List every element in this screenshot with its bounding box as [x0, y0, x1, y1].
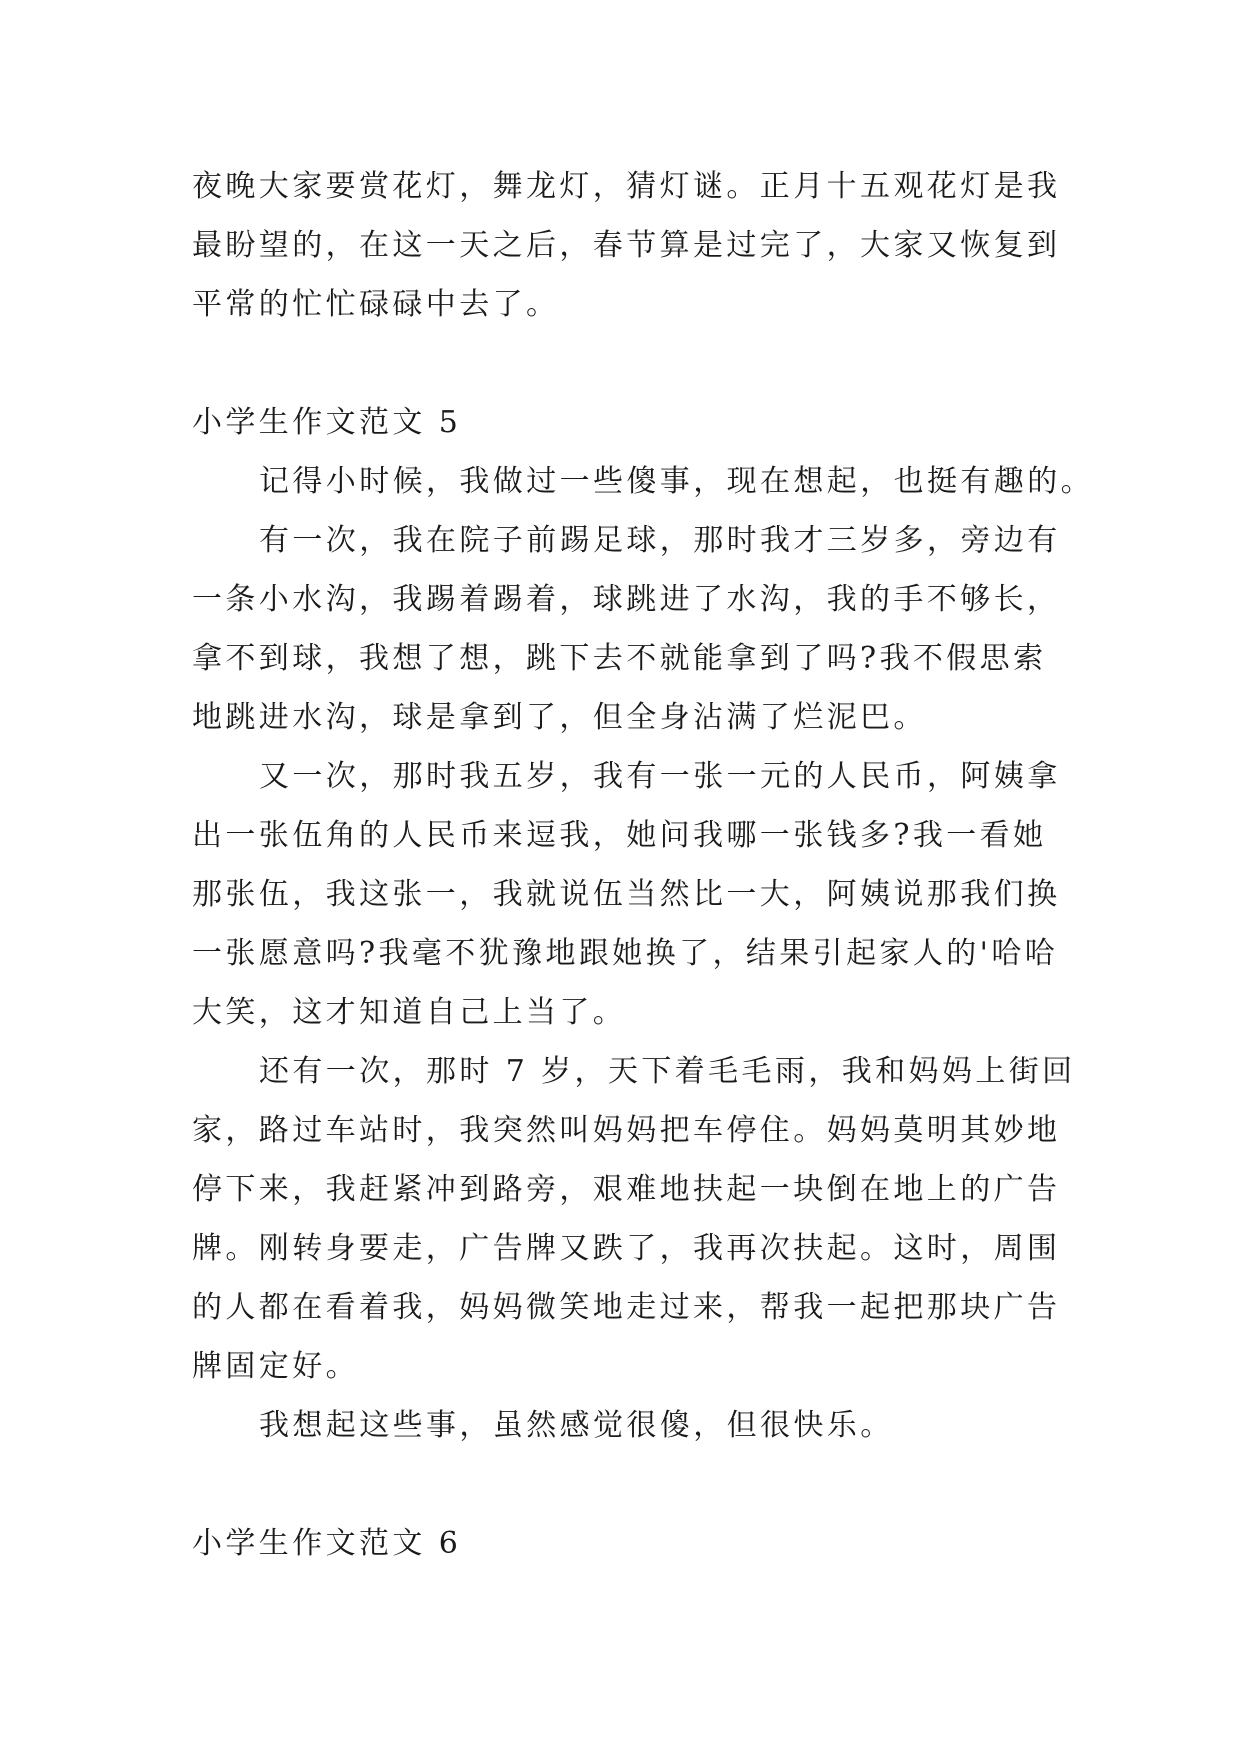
section-heading-6: 小学生作文范文 6 [192, 1526, 462, 1561]
paragraph-line: 一张愿意吗?我毫不犹豫地跟她换了，结果引起家人的'哈哈 [192, 936, 1059, 971]
paragraph [192, 511, 1072, 747]
document-body [192, 157, 1094, 1573]
paragraph-line: 大笑，这才知道自己上当了。 [192, 995, 627, 1030]
paragraph-line: 那张伍，我这张一，我就说伍当然比一大，阿姨说那我们换 [192, 877, 1061, 912]
paragraph [192, 747, 1072, 1042]
paragraph-line: 有一次，我在院子前踢足球，那时我才三岁多，旁边有 [259, 523, 1061, 558]
paragraph-line: 记得小时候，我做过一些傻事，现在想起，也挺有趣的。 [259, 464, 1094, 499]
paragraph-line: 停下来，我赶紧冲到路旁，艰难地扶起一块倒在地上的广告 [192, 1172, 1061, 1207]
paragraph-line: 家，路过车站时，我突然叫妈妈把车停住。妈妈莫明其妙地 [192, 1113, 1061, 1148]
paragraph-line: 最盼望的，在这一天之后，春节算是过完了，大家又恢复到 [192, 228, 1061, 263]
paragraph [192, 1042, 1076, 1396]
paragraph-line: 一条小水沟，我踢着踢着，球跳进了水沟，我的手不够长， [192, 582, 1061, 617]
paragraph-line: 牌。刚转身要走，广告牌又跌了，我再次扶起。这时，周围 [192, 1231, 1061, 1266]
paragraph-line: 还有一次，那时 7 岁，天下着毛毛雨，我和妈妈上街回 [259, 1054, 1076, 1089]
section-heading-5: 小学生作文范文 5 [192, 405, 462, 440]
paragraph [192, 452, 1094, 511]
paragraph-line: 牌固定好。 [192, 1349, 359, 1384]
paragraph-line: 我想起这些事，虽然感觉很傻，但很快乐。 [259, 1408, 894, 1443]
paragraph-line: 拿不到球，我想了想，跳下去不就能拿到了吗?我不假思索 [192, 641, 1047, 676]
paragraph-line: 地跳进水沟，球是拿到了，但全身沾满了烂泥巴。 [192, 700, 927, 735]
continuation-paragraph [192, 157, 1072, 334]
paragraph-line: 平常的忙忙碌碌中去了。 [192, 287, 560, 322]
paragraph [192, 1396, 1072, 1455]
paragraph-line: 夜晚大家要赏花灯，舞龙灯，猜灯谜。正月十五观花灯是我 [192, 169, 1061, 204]
paragraph-line: 出一张伍角的人民币来逗我，她问我哪一张钱多?我一看她 [192, 818, 1047, 853]
paragraph-line: 的人都在看着我，妈妈微笑地走过来，帮我一起把那块广告 [192, 1290, 1061, 1325]
paragraph-line: 又一次，那时我五岁，我有一张一元的人民币，阿姨拿 [259, 759, 1061, 794]
